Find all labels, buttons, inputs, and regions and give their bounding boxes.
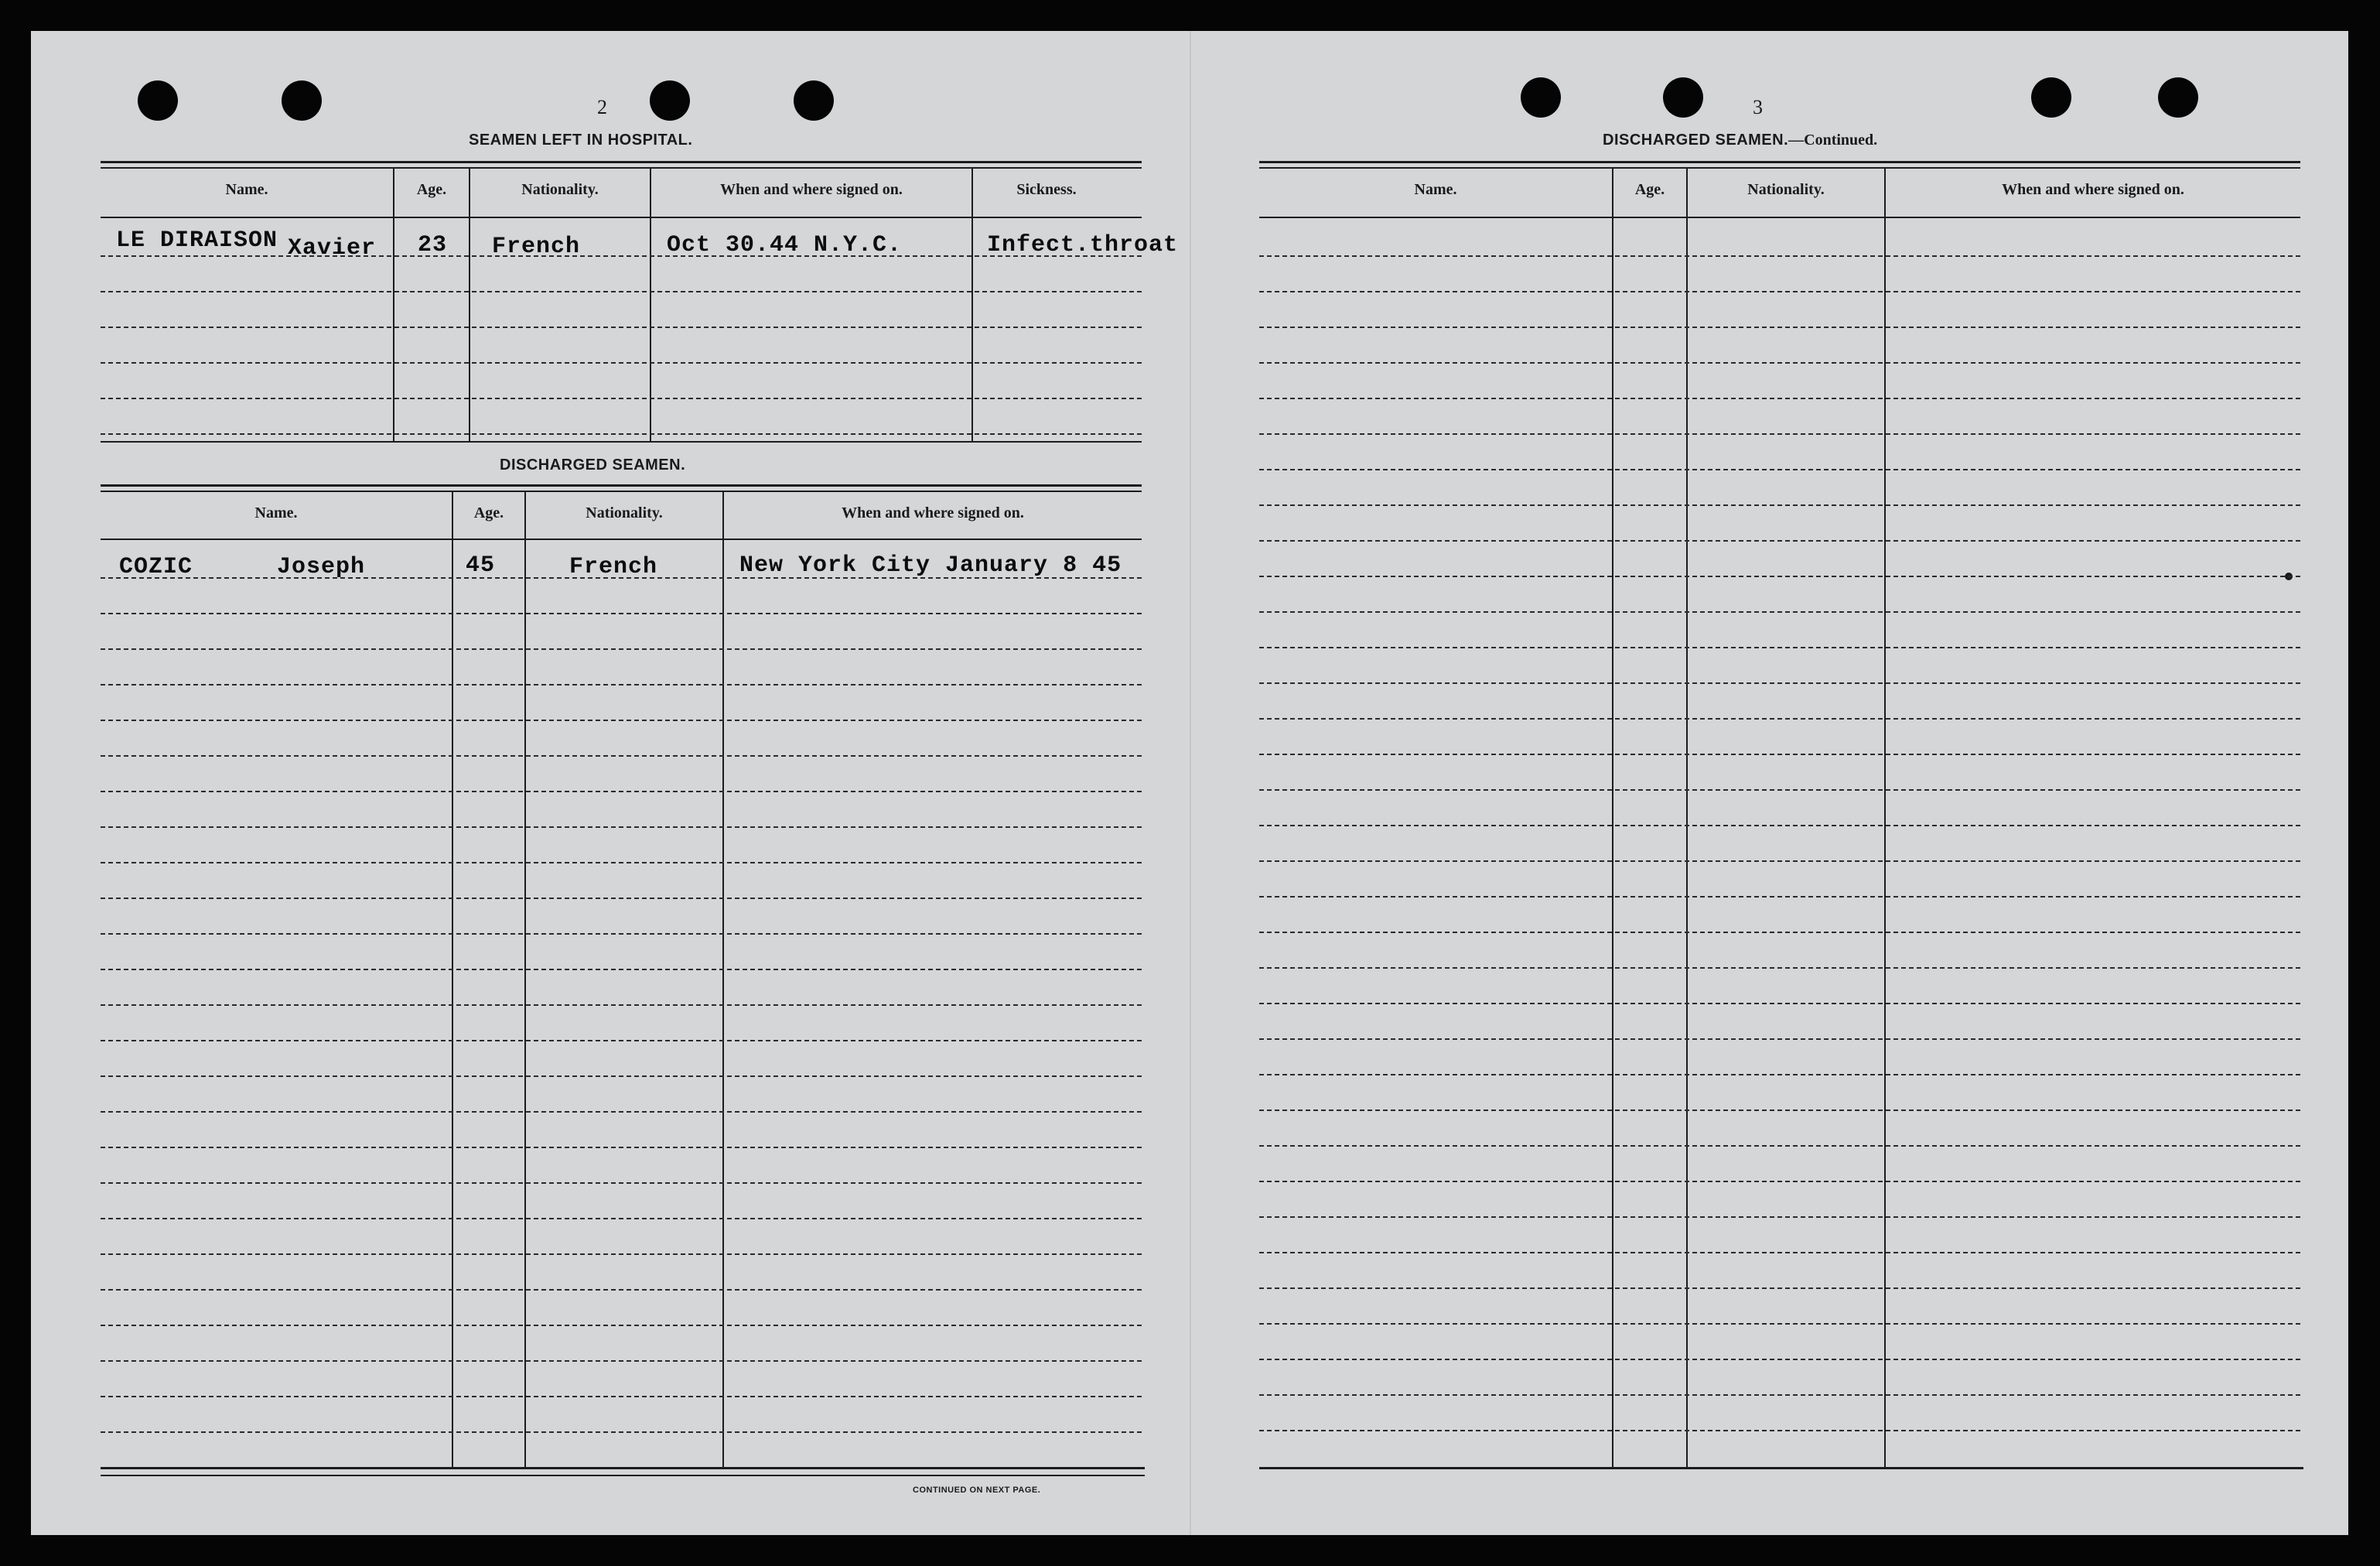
ruled-line <box>1259 327 2300 328</box>
ruled-line <box>1259 789 2300 791</box>
ruled-line <box>1259 291 2300 292</box>
ruled-line <box>1259 1110 2300 1111</box>
ruled-line <box>1259 540 2300 542</box>
ruled-line <box>101 1218 1142 1219</box>
ruled-line <box>1259 1181 2300 1182</box>
ruled-line <box>1259 1074 2300 1075</box>
table-rule <box>101 161 1142 163</box>
col-header-sickness: Sickness. <box>1016 181 1077 198</box>
ruled-line <box>1259 1430 2300 1431</box>
col-header-name: Name. <box>1414 181 1457 198</box>
header-rule <box>101 539 1142 540</box>
col-header-signed-on: When and where signed on. <box>720 181 903 198</box>
col-header-age: Age. <box>473 504 504 521</box>
ruled-line <box>101 1431 1142 1433</box>
ruled-line <box>1259 398 2300 399</box>
ruled-line <box>101 613 1142 614</box>
binder-hole <box>138 80 178 121</box>
col-header-nationality: Nationality. <box>521 181 599 198</box>
binder-hole <box>650 80 690 121</box>
binder-hole <box>282 80 322 121</box>
table-rule <box>101 484 1142 487</box>
column-line <box>524 491 526 1469</box>
table-rule <box>101 441 1142 443</box>
col-header-name: Name. <box>225 181 268 198</box>
hospital-title: SEAMEN LEFT IN HOSPITAL. <box>469 132 693 149</box>
ruled-line <box>101 791 1142 792</box>
ruled-line <box>101 1325 1142 1326</box>
ruled-line <box>101 862 1142 863</box>
col-header-name: Name. <box>254 504 298 521</box>
table-rule <box>1259 167 2300 169</box>
ruled-line <box>1259 825 2300 826</box>
hospital-row-surname: LE DIRAISON <box>116 227 278 254</box>
ruled-line <box>1259 504 2300 506</box>
ruled-line <box>1259 433 2300 435</box>
ruled-line <box>101 648 1142 650</box>
ruled-line <box>1259 932 2300 933</box>
ruled-line <box>101 898 1142 899</box>
col-header-nationality: Nationality. <box>586 504 663 521</box>
column-line <box>650 167 651 441</box>
ruled-line <box>1259 718 2300 720</box>
ruled-line <box>1259 1252 2300 1253</box>
discharged-row-signed-on: New York City January 8 45 <box>739 552 1122 579</box>
ruled-line <box>101 577 1142 579</box>
col-header-age: Age. <box>1634 181 1665 198</box>
ruled-line <box>101 255 1142 257</box>
ruled-line <box>101 1111 1142 1113</box>
hospital-row-sickness: Infect.throat <box>987 232 1179 258</box>
ruled-line <box>1259 1359 2300 1360</box>
hospital-row-nationality: French <box>492 234 581 260</box>
column-line <box>393 167 394 441</box>
column-line <box>469 167 470 441</box>
page-number-right: 3 <box>1753 96 1763 118</box>
discharged-row-age: 45 <box>466 552 496 579</box>
col-header-age: Age. <box>416 181 447 198</box>
table-rule <box>101 167 1142 169</box>
hospital-row-given-name: Xavier <box>288 235 377 262</box>
ruled-line <box>101 327 1142 328</box>
col-header-signed-on: When and where signed on. <box>842 504 1024 521</box>
ruled-line <box>101 1360 1142 1362</box>
binder-hole <box>2031 77 2071 118</box>
header-rule <box>1259 217 2300 218</box>
discharged-row-nationality: French <box>569 554 658 580</box>
ruled-line <box>101 1040 1142 1041</box>
hospital-row-age: 23 <box>418 232 448 258</box>
ruled-line <box>101 933 1142 935</box>
binder-hole <box>1663 77 1703 118</box>
column-line <box>971 167 973 441</box>
column-line <box>722 491 724 1469</box>
ruled-line <box>1259 1323 2300 1325</box>
title-continued: —Continued. <box>1788 132 1878 149</box>
ruled-line <box>101 826 1142 828</box>
ruled-line <box>101 684 1142 686</box>
ruled-line <box>1259 362 2300 364</box>
ruled-line <box>1259 1145 2300 1147</box>
header-rule <box>101 217 1142 218</box>
hospital-row-signed-on: Oct 30.44 N.Y.C. <box>667 232 903 258</box>
ruled-line <box>1259 967 2300 969</box>
ruled-line <box>101 720 1142 721</box>
ruled-line <box>1259 469 2300 470</box>
table-rule <box>101 1467 1145 1469</box>
page-number-left: 2 <box>597 96 607 118</box>
binder-hole <box>2158 77 2198 118</box>
ruled-line <box>101 1289 1142 1291</box>
ruled-line <box>1259 255 2300 257</box>
ruled-line <box>101 1075 1142 1077</box>
discharged-continued-title <box>1603 132 1877 149</box>
table-rule <box>101 1475 1145 1476</box>
column-line <box>452 491 453 1469</box>
ruled-line <box>1259 1216 2300 1218</box>
continued-note: CONTINUED ON NEXT PAGE. <box>913 1486 1041 1495</box>
ruled-line <box>101 1182 1142 1184</box>
binder-hole <box>794 80 834 121</box>
ruled-line <box>1259 754 2300 755</box>
table-rule <box>101 491 1142 492</box>
title-main: DISCHARGED SEAMEN. <box>1603 132 1789 149</box>
ruled-line <box>1259 647 2300 648</box>
discharged-title: DISCHARGED SEAMEN. <box>500 456 686 474</box>
ruled-line <box>1259 611 2300 613</box>
table-rule <box>1259 161 2300 163</box>
ruled-line <box>1259 1003 2300 1004</box>
ruled-line <box>101 291 1142 292</box>
col-header-signed-on: When and where signed on. <box>2002 181 2184 198</box>
ruled-line <box>1259 1287 2300 1289</box>
ruled-line <box>101 398 1142 399</box>
ruled-line <box>1259 1038 2300 1040</box>
document-sheet <box>31 31 2348 1535</box>
ruled-line <box>1259 576 2300 577</box>
ruled-line <box>1259 682 2300 684</box>
ruled-line <box>101 1147 1142 1148</box>
ruled-line <box>101 969 1142 970</box>
ruled-line <box>1259 896 2300 898</box>
discharged-row-surname: COZIC <box>119 554 193 580</box>
ruled-line <box>1259 1394 2300 1396</box>
ruled-line <box>1259 860 2300 862</box>
table-rule <box>1259 1467 2303 1469</box>
col-header-nationality: Nationality. <box>1747 181 1825 198</box>
ruled-line <box>101 433 1142 435</box>
discharged-row-given-name: Joseph <box>277 554 366 580</box>
page-fold <box>1190 31 1191 1535</box>
ruled-line <box>101 1396 1142 1397</box>
ruled-line <box>101 1004 1142 1006</box>
ruled-line <box>101 1253 1142 1255</box>
ruled-line <box>101 362 1142 364</box>
binder-hole <box>1521 77 1561 118</box>
ruled-line <box>101 755 1142 757</box>
